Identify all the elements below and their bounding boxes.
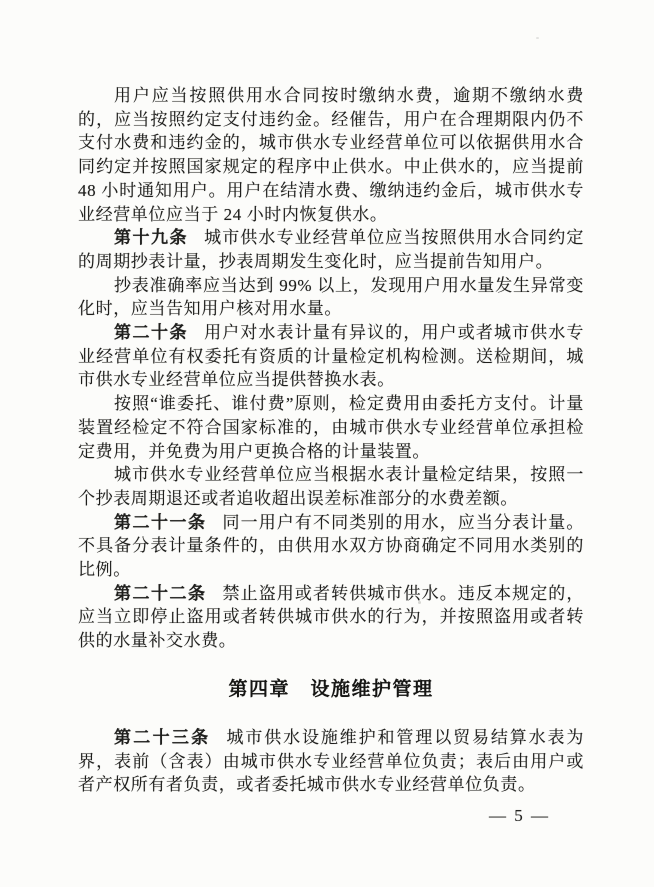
paragraph-text: 用户对水表计量有异议的，用户或者城市供水专业经营单位有权委托有资质的计量检定机构检测。送检期间，城市供水专业经营单位应当提供替换水表。: [78, 323, 585, 390]
body-paragraph: [78, 582, 584, 653]
article-number: 第二十二条: [114, 583, 207, 603]
body-paragraph: [78, 392, 584, 463]
chapter-heading: 第四章 设施维护管理: [228, 679, 434, 700]
paragraph-text: 用户应当按照供用水合同按时缴纳水费，逾期不缴纳水费的，应当按照约定支付违约金。经催告，用户在合理期限内仍不支付水费和违约金的，城市供水专业经营单位可以依据供用水合同约定并按照国家规定的程序中止供水。中止供水的，应当提前 48 小时通知用户。用户在结清水费、缴纳违约金后，城市供水专业经营单位应当于 24 小时内恢复供水。: [78, 86, 584, 224]
article-number: 第二十条: [114, 323, 189, 343]
paragraph-text: 同一用户有不同类别的用水，应当分表计量。不具备分表计量条件的，由供用水双方协商确定不同用水类别的比例。: [78, 512, 584, 580]
paragraph-text: 城市供水专业经营单位应当根据水表计量检定结果，按照一个抄表周期退还或者追收超出误差标准部分的水费差额。: [78, 465, 584, 508]
body-paragraph: [78, 463, 584, 510]
after-heading-text-block: [78, 726, 584, 797]
paragraph-text: 城市供水专业经营单位应当按照供用水合同约定的周期抄表计量，抄表周期发生变化时，应当提前告知用户。: [78, 228, 585, 271]
body-paragraph: [78, 274, 584, 321]
paragraph-text: 城市供水设施维护和管理以贸易结算水表为界，表前（含表）由城市供水专业经营单位负责；表后由用户或者产权所有者负责，或者委托城市供水专业经营单位负责。: [78, 728, 584, 795]
paragraph-text: 按照“谁委托、谁付费”原则，检定费用由委托方支付。计量装置经检定不符合国家标准的，由城市供水专业经营单位承担检定费用，并免费为用户更换合格的计量装置。: [78, 394, 584, 461]
page-number: — 5 —: [489, 806, 550, 825]
scan-speck: [536, 37, 539, 39]
article-number: 第十九条: [114, 228, 189, 248]
chapter-heading-row: [78, 678, 584, 702]
scan-speck: [418, 601, 421, 604]
body-paragraph: [78, 226, 584, 273]
main-text-block: [78, 84, 584, 653]
scan-speck: [336, 264, 339, 267]
article-number: 第二十一条: [114, 512, 207, 532]
paragraph-text: 抄表准确率应当达到 99% 以上，发现用户用水量发生异常变化时，应当告知用户核对用水量。: [78, 275, 584, 319]
body-paragraph: [78, 84, 584, 226]
article-number: 第二十三条: [114, 728, 211, 747]
paragraph-text: 禁止盗用或者转供城市供水。违反本规定的，应当立即停止盗用或者转供城市供水的行为，并按照盗用或者转供的水量补交水费。: [78, 583, 584, 651]
body-paragraph: [78, 511, 584, 582]
body-paragraph: [78, 321, 584, 392]
body-paragraph: [78, 726, 584, 797]
